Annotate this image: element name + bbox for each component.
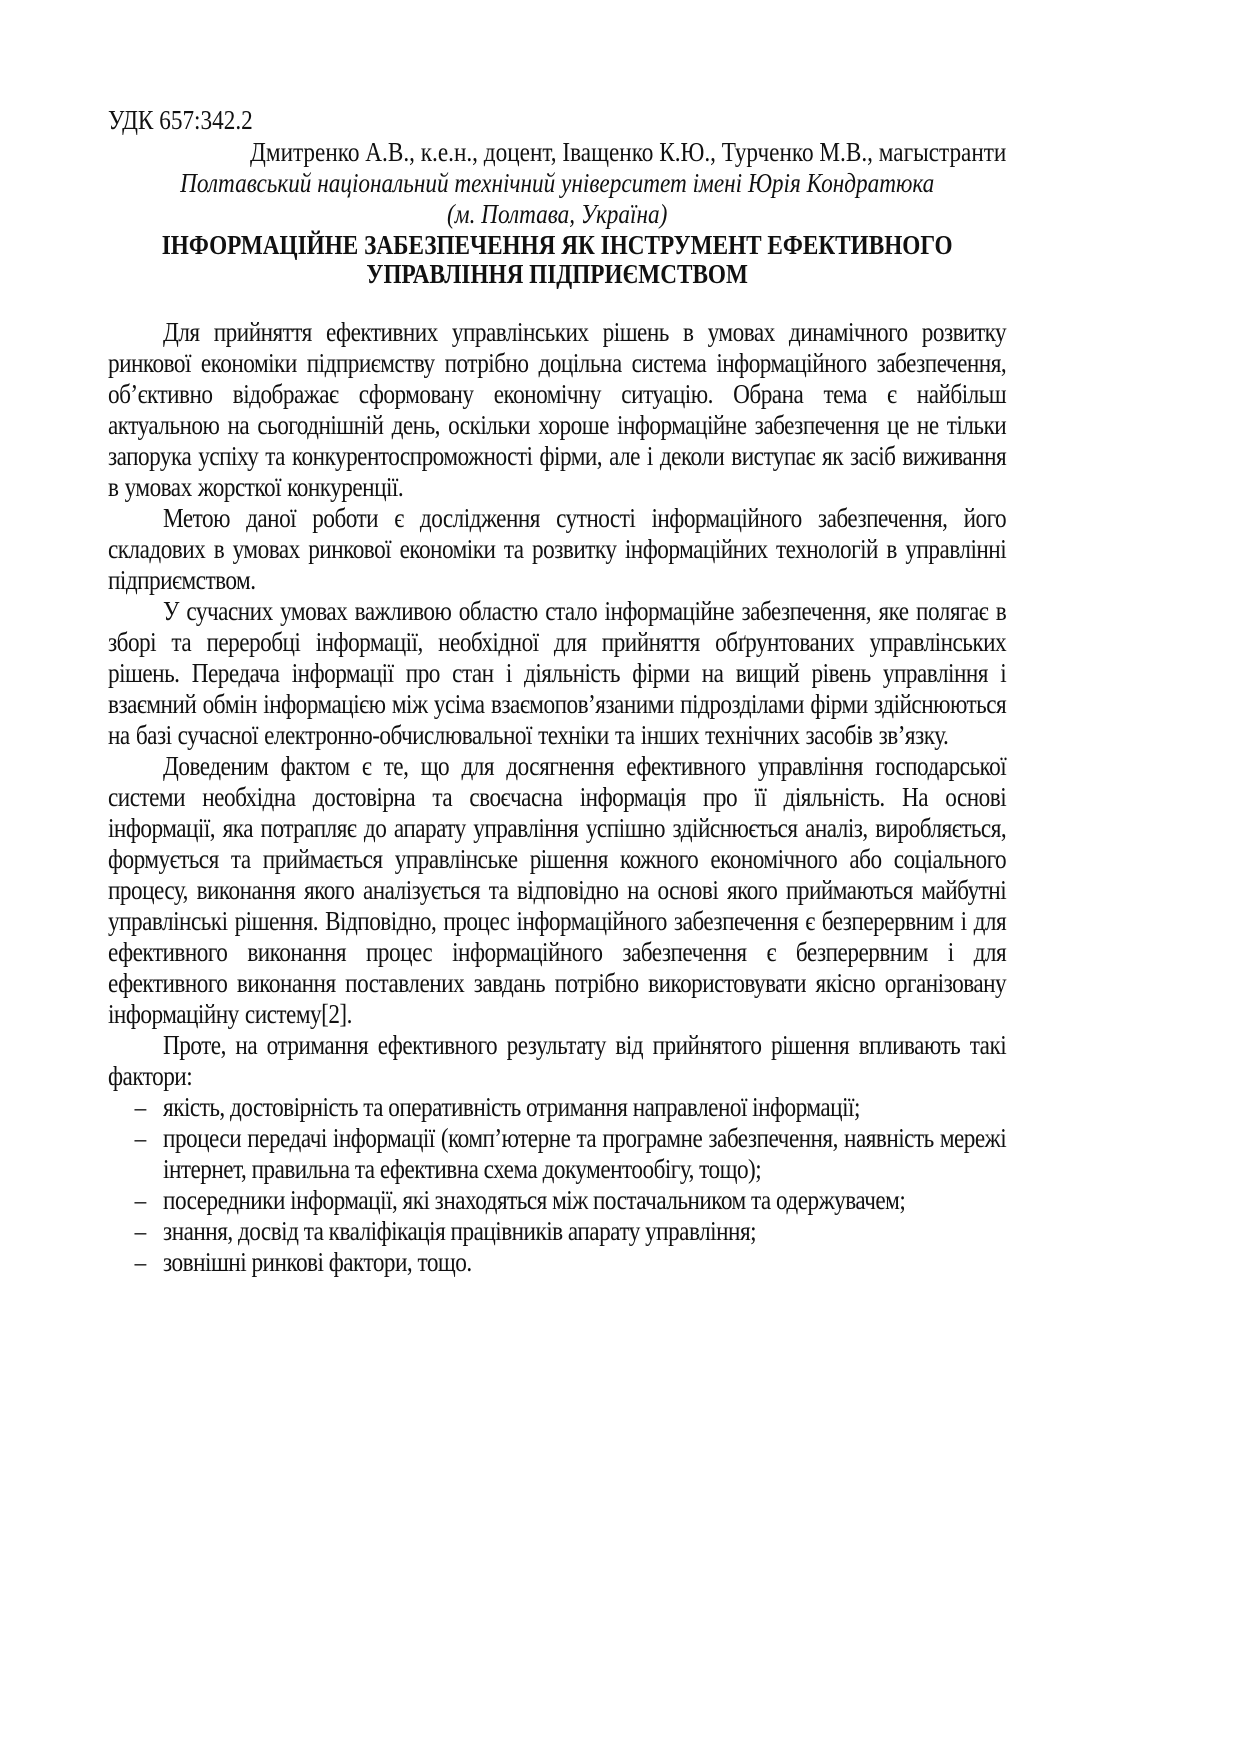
list-item-text: зовнішні ринкові фактори, тощо. [163,1247,472,1277]
location-text: (м. Полтава, Україна) [446,199,668,229]
document-page [108,105,1006,1278]
list-item [108,1185,1006,1216]
list-item-text: якість, достовірність та оперативність отримання направленої інформації; [163,1092,860,1122]
list-item [108,1123,1006,1185]
list-item-text: процеси передачі інформації (комп’ютерне та програмне забезпечення, наявність мережі інтернет, правильна та ефективна схема документообігу, тощо); [163,1123,1007,1184]
paragraph: У сучасних умовах важливою областю стало інформаційне забезпечення, яке полягає в зборі та переробці інформації, необхідної для прийняття обґрунтованих управлінських рішень. Передача інформації про стан і діяльність фірми на вищий рівень управління і взаємний обмін інформацією між усіма взаємопов’язаними підрозділами фірми здійснюються на базі сучасної електронно-обчислювальної техніки та інших технічних засобів зв’язку. [108,596,1007,750]
dash-bullet-icon: – [134,1216,146,1246]
dash-bullet-icon: – [134,1092,146,1122]
dash-bullet-icon: – [134,1247,146,1277]
authors-line [108,137,1006,168]
list-item-text: знання, досвід та кваліфікація працівників апарату управління; [163,1216,757,1246]
location [108,199,1006,230]
factors-list [108,1092,1006,1278]
title-line-2: УПРАВЛІННЯ ПІДПРИЄМСТВОМ [366,259,748,289]
paragraph: Доведеним фактом є те, що для досягнення ефективного управління господарської системи необхідна достовірна та своєчасна інформація про її діяльність. На основі інформації, яка потрапляє до апарату управління успішно здійснюється аналіз, виробляється, формується та приймається управлінське рішення кожного економічного або соціального процесу, виконання якого аналізується та відповідно на основі якого приймаються майбутні управлінські рішення. Відповідно, процес інформаційного забезпечення є безперервним і для ефективного виконання процес інформаційного забезпечення є безперервним і для ефективного виконання поставлених завдань потрібно використовувати якісно організовану інформаційну систему[2]. [108,751,1007,1029]
paragraph: Метою даної роботи є дослідження сутності інформаційного забезпечення, його складових в умовах ринкової економіки та розвитку інформаційних технологій в управлінні підприємством. [108,503,1007,595]
paragraph: Проте, на отримання ефективного результату від прийнятого рішення впливають такі фактори: [108,1030,1007,1091]
article-title [108,231,1006,289]
dash-bullet-icon: – [134,1123,146,1153]
affiliation-text: Полтавський національний технічний університет імені Юрія Кондратюка [179,168,935,198]
udk-text: УДК 657:342.2 [108,105,253,135]
list-item-text: посередники інформації, які знаходяться між постачальником та одержувачем; [163,1185,906,1215]
list-item [108,1247,1006,1278]
authors-text: Дмитренко А.В., к.е.н., доцент, Іващенко К.Ю., Турченко М.В., магыстранти [249,137,1006,167]
dash-bullet-icon: – [134,1185,146,1215]
body-condensed [108,317,1006,1278]
list-item [108,1092,1006,1123]
paragraph: Для прийняття ефективних управлінських рішень в умовах динамічного розвитку ринкової економіки підприємству потрібно доцільна система інформаційного забезпечення, об’єктивно відображає сформовану економічну ситуацію. Обрана тема є найбільш актуальною на сьогоднішній день, оскільки хороше інформаційне забезпечення це не тільки запорука успіху та конкурентоспроможності фірми, але і деколи виступає як засіб виживання в умовах жорсткої конкуренції. [108,317,1007,502]
udk-code [108,105,1006,136]
title-line-1: ІНФОРМАЦІЙНЕ ЗАБЕЗПЕЧЕННЯ ЯК ІНСТРУМЕНТ ЕФЕКТИВНОГО [161,230,953,260]
article-body [108,317,1006,1278]
list-item [108,1216,1006,1247]
affiliation [108,168,1006,199]
